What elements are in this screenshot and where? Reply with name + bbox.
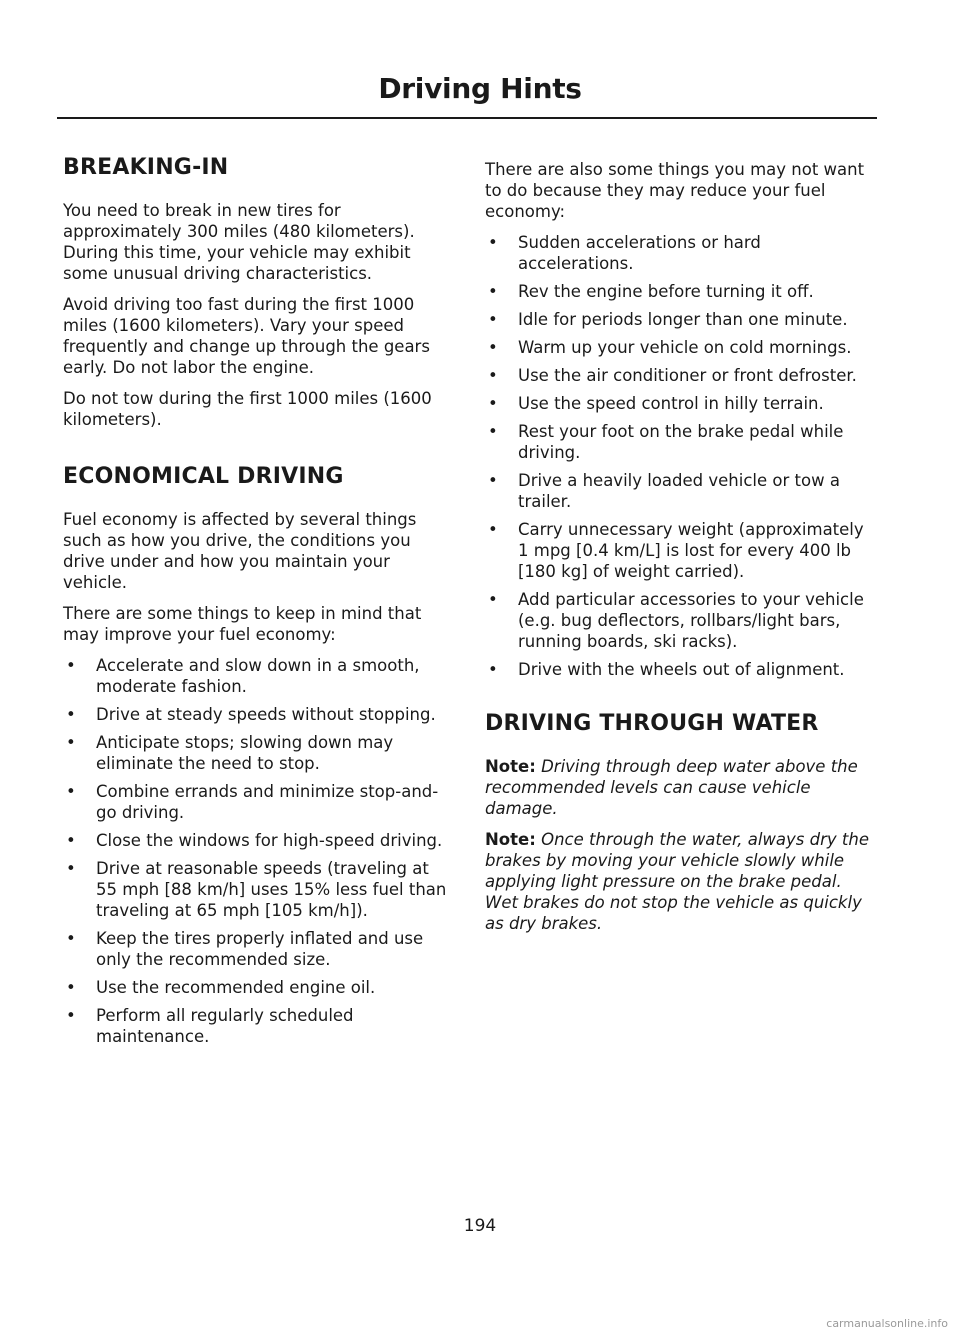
- bullet: •: [66, 705, 76, 724]
- list-item: [63, 781, 451, 823]
- list-item-text: Accelerate and slow down in a smooth, moderate fashion.: [96, 656, 420, 696]
- bullet: •: [488, 590, 498, 609]
- bullet: •: [488, 422, 498, 441]
- economical-intro: Fuel economy is affected by several things such as how you drive, the conditions you drive under and how you maintain your vehicle.: [63, 510, 417, 592]
- list-item: [485, 281, 873, 302]
- list-item: [485, 393, 873, 414]
- right-column: [485, 155, 873, 944]
- bullet: •: [66, 831, 76, 850]
- list-item: [485, 589, 873, 652]
- list-item-text: Add particular accessories to your vehicle (e.g. bug deflectors, rollbars/light bars, running boards, ski racks).: [518, 590, 864, 651]
- list-item-text: Anticipate stops; slowing down may eliminate the need to stop.: [96, 733, 394, 773]
- bullet: •: [488, 520, 498, 539]
- bullet: •: [66, 1006, 76, 1025]
- list-item: [485, 659, 873, 680]
- bullet: •: [66, 782, 76, 801]
- list-item-text: Rest your foot on the brake pedal while driving.: [518, 422, 844, 462]
- list-item: [485, 421, 873, 463]
- list-item-text: Warm up your vehicle on cold mornings.: [518, 338, 852, 357]
- list-item-text: Drive at reasonable speeds (traveling at 55 mph [88 km/h] uses 15% less fuel than traveling at 65 mph [105 km/h]).: [96, 859, 447, 920]
- bullet: •: [488, 660, 498, 679]
- breaking-in-paragraph: You need to break in new tires for approximately 300 miles (480 kilometers). During this time, your vehicle may exhibit some unusual driving characteristics.: [63, 201, 415, 283]
- note-text: Once through the water, always dry the brakes by moving your vehicle slowly while applying light pressure on the brake pedal. Wet brakes do not stop the vehicle as quickly as dry brakes.: [485, 830, 869, 933]
- left-column: [63, 155, 451, 1054]
- bullet: •: [488, 338, 498, 357]
- note-label: Note:: [485, 830, 536, 849]
- list-item-text: Close the windows for high-speed driving.: [96, 831, 443, 850]
- bullet: •: [66, 978, 76, 997]
- bullet: •: [488, 471, 498, 490]
- list-item: [63, 704, 451, 725]
- list-item: [485, 337, 873, 358]
- bullet: •: [66, 733, 76, 752]
- list-item-text: Keep the tires properly inflated and use only the recommended size.: [96, 929, 424, 969]
- list-item: [485, 309, 873, 330]
- page-title: Driving Hints: [378, 72, 582, 105]
- breaking-in-paragraph: Avoid driving too fast during the first 1000 miles (1600 kilometers). Vary your speed frequently and change up through the gears early. Do not labor the engine.: [63, 295, 430, 377]
- list-item-text: Drive at steady speeds without stopping.: [96, 705, 436, 724]
- list-item: [63, 977, 451, 998]
- bullet: •: [488, 394, 498, 413]
- breaking-in-heading: BREAKING-IN: [63, 155, 229, 180]
- list-item-text: Combine errands and minimize stop-and-go driving.: [96, 782, 439, 822]
- list-item: [63, 858, 451, 921]
- note: [485, 756, 873, 819]
- bullet: •: [488, 282, 498, 301]
- list-item-text: Use the recommended engine oil.: [96, 978, 376, 997]
- bullet: •: [488, 366, 498, 385]
- note-text: Driving through deep water above the recommended levels can cause vehicle damage.: [485, 757, 858, 818]
- list-item-text: Use the speed control in hilly terrain.: [518, 394, 824, 413]
- list-item-text: Drive a heavily loaded vehicle or tow a trailer.: [518, 471, 840, 511]
- list-item-text: Perform all regularly scheduled maintenance.: [96, 1006, 354, 1046]
- list-item: [485, 232, 873, 274]
- economical-driving-heading: ECONOMICAL DRIVING: [63, 464, 344, 489]
- bullet: •: [66, 859, 76, 878]
- list-item-text: Rev the engine before turning it off.: [518, 282, 814, 301]
- note: [485, 829, 873, 934]
- bullet: •: [488, 310, 498, 329]
- list-item: [63, 1005, 451, 1047]
- list-item-text: Carry unnecessary weight (approximately 1 mpg [0.4 km/L] is lost for every 400 lb [180 kg] of weight carried).: [518, 520, 864, 581]
- list-item: [63, 928, 451, 970]
- list-item: [63, 830, 451, 851]
- bullet: •: [488, 233, 498, 252]
- list-item: [485, 470, 873, 512]
- list-item: [485, 519, 873, 582]
- bullet: •: [66, 656, 76, 675]
- breaking-in-paragraph: Do not tow during the first 1000 miles (1600 kilometers).: [63, 389, 432, 429]
- note-label: Note:: [485, 757, 536, 776]
- page-number: 194: [463, 1216, 497, 1236]
- driving-through-water-heading: DRIVING THROUGH WATER: [485, 711, 819, 736]
- improve-list: [63, 655, 451, 1047]
- reduce-intro: There are also some things you may not want to do because they may reduce your fuel economy:: [485, 160, 865, 221]
- list-item: [485, 365, 873, 386]
- watermark: carmanualsonline.info: [826, 1317, 948, 1330]
- improve-intro: There are some things to keep in mind that may improve your fuel economy:: [63, 604, 422, 644]
- header-divider: [57, 117, 877, 119]
- list-item-text: Drive with the wheels out of alignment.: [518, 660, 845, 679]
- list-item-text: Idle for periods longer than one minute.: [518, 310, 848, 329]
- list-item: [63, 732, 451, 774]
- list-item: [63, 655, 451, 697]
- bullet: •: [66, 929, 76, 948]
- list-item-text: Sudden accelerations or hard accelerations.: [518, 233, 761, 273]
- reduce-list: [485, 232, 873, 680]
- list-item-text: Use the air conditioner or front defroster.: [518, 366, 857, 385]
